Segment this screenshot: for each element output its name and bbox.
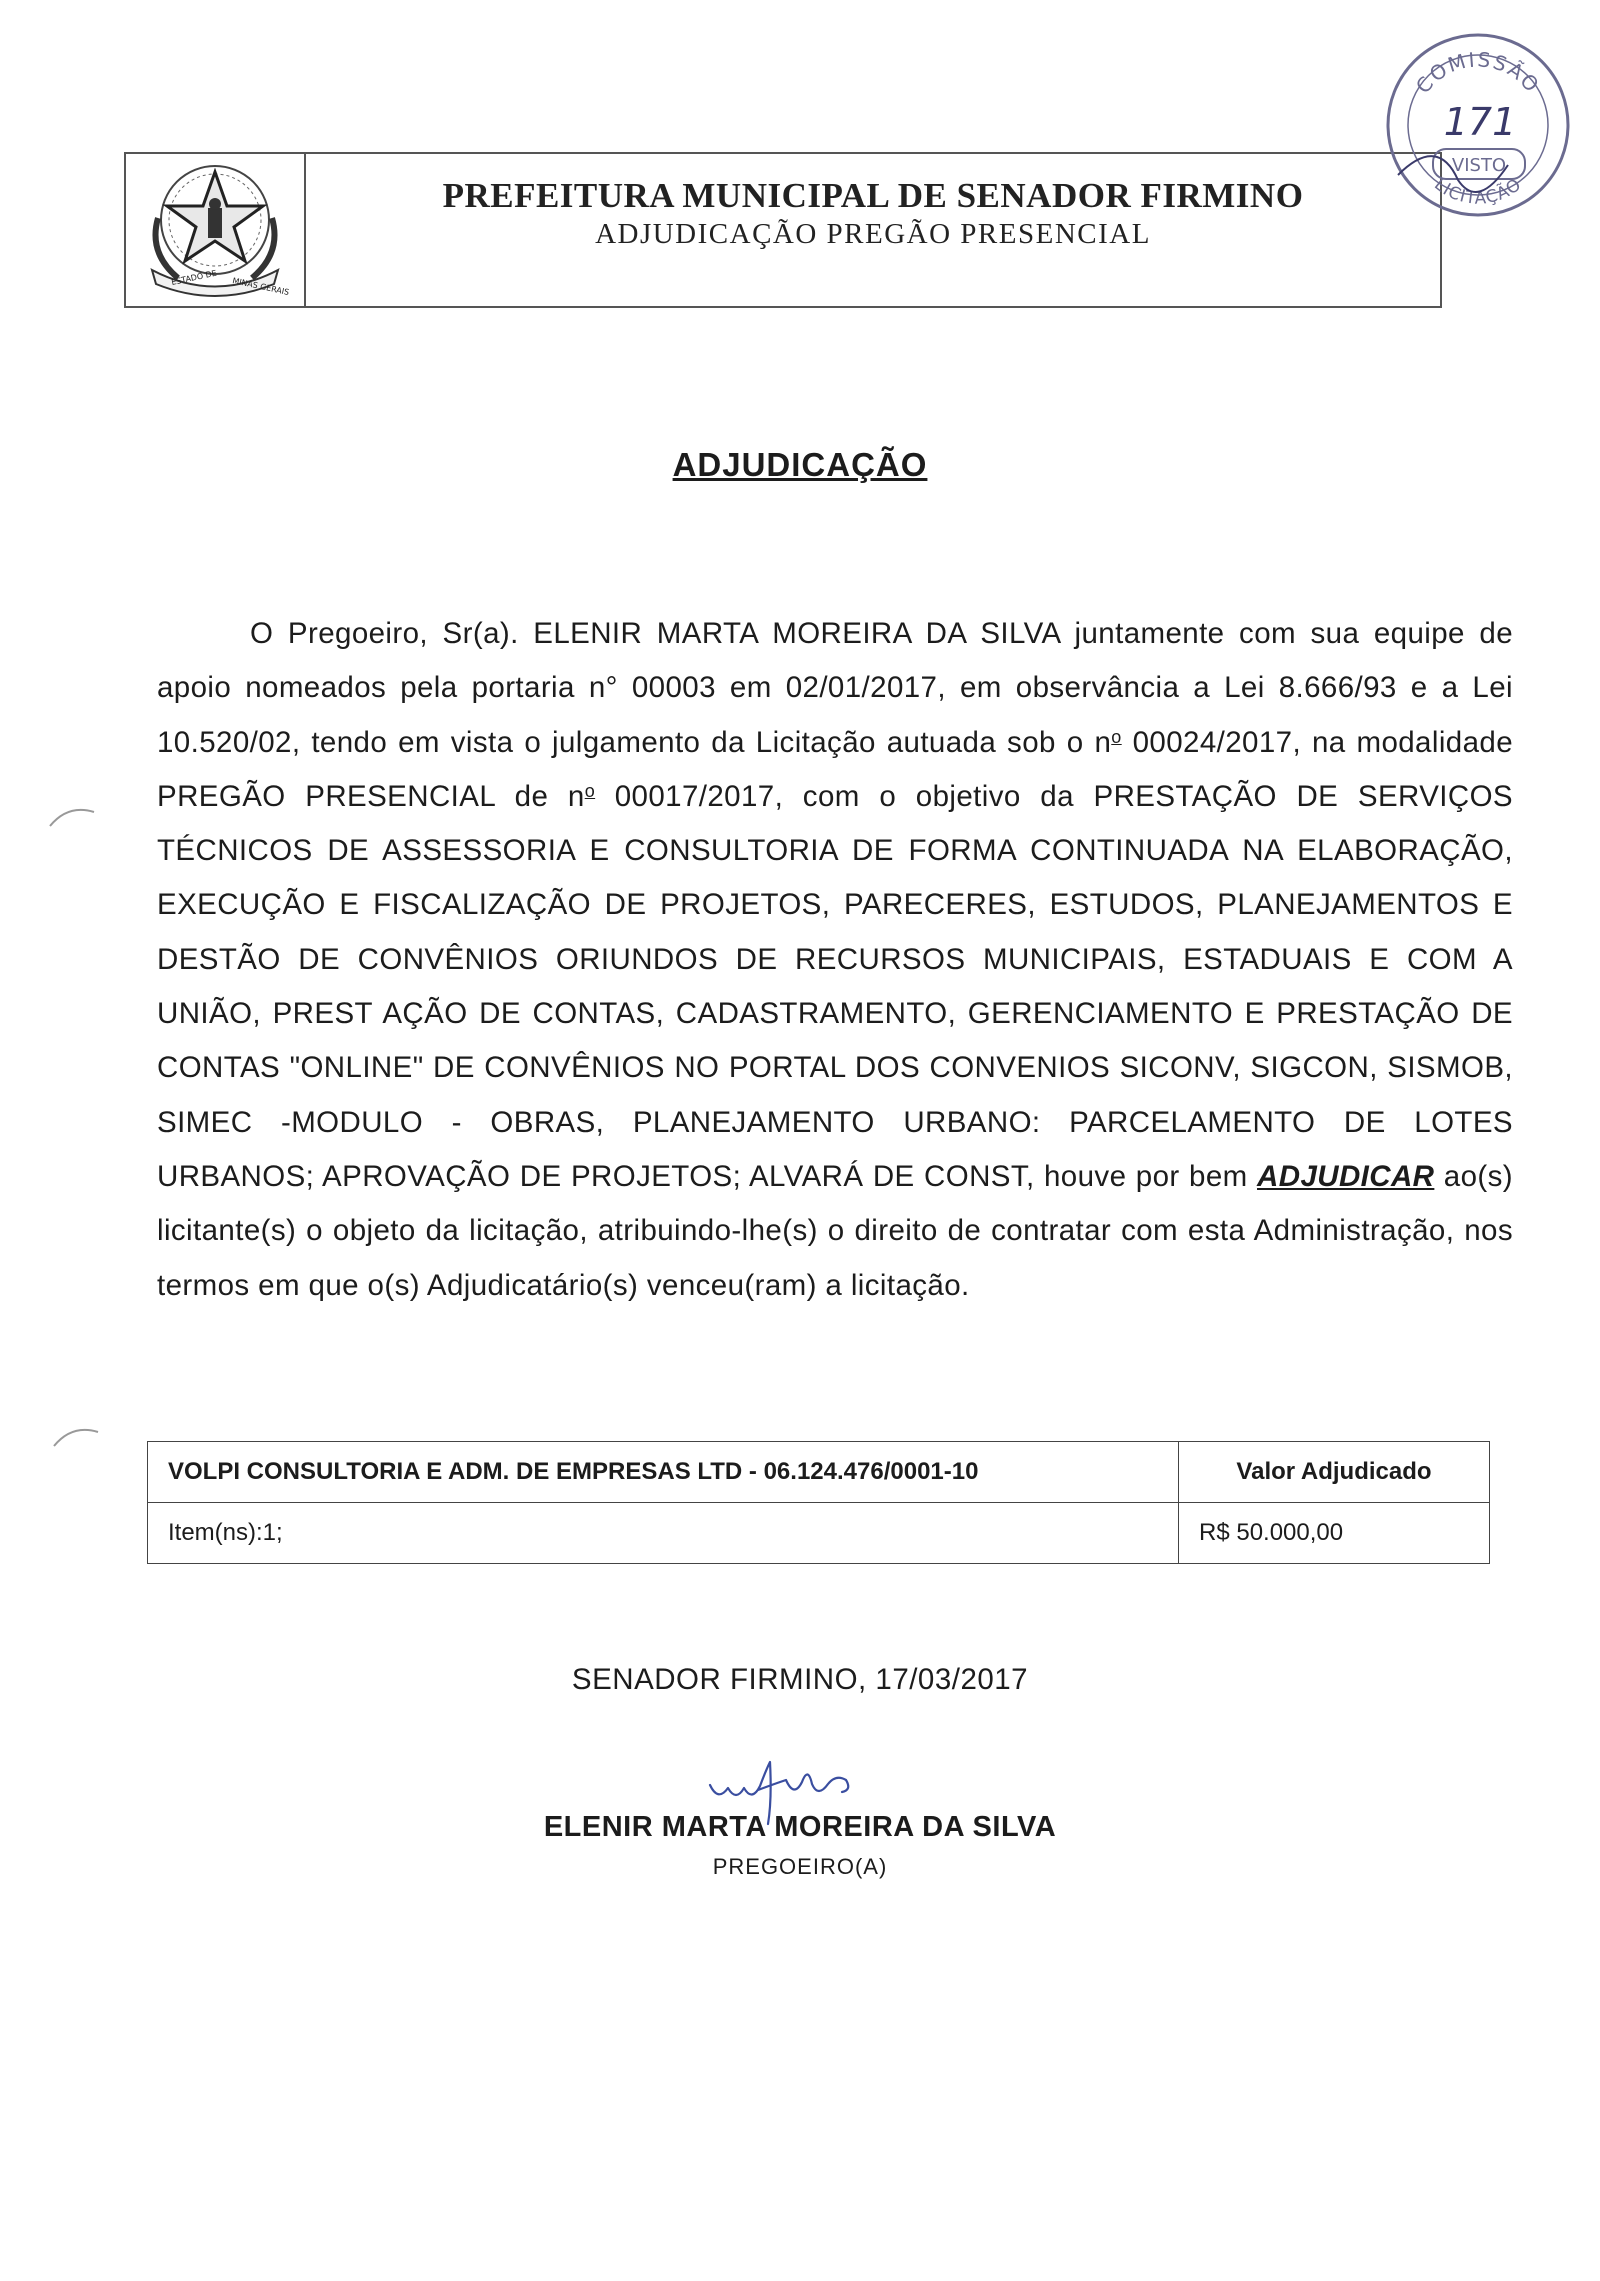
header-subtitle: ADJUDICAÇÃO PREGÃO PRESENCIAL xyxy=(595,218,1151,250)
stamp-bottom-text: LICITAÇÃO xyxy=(1430,174,1526,209)
ordinal-indicator: o xyxy=(1111,726,1122,747)
adjudicar-emphasis: ADJUDICAR xyxy=(1257,1159,1435,1193)
state-crest-icon xyxy=(138,158,293,303)
stamp-top-text: COMISSÃO xyxy=(1410,47,1546,99)
document-body xyxy=(157,607,1513,1313)
signer-name: ELENIR MARTA MOREIRA DA SILVA xyxy=(543,1811,1057,1843)
place-date: SENADOR FIRMINO, 17/03/2017 xyxy=(571,1663,1029,1696)
letterhead xyxy=(124,152,1442,308)
value-header-cell: Valor Adjudicado xyxy=(1179,1442,1490,1503)
header-text xyxy=(306,176,1440,251)
ordinal-indicator: o xyxy=(584,780,596,801)
body-text-part: 00024/2017, na modalidade PREGÃO PRESENCIAL de n xyxy=(157,725,1514,813)
stamp-middle-text: VISTO xyxy=(1451,155,1507,176)
value-cell: R$ 50.000,00 xyxy=(1179,1503,1490,1564)
document-title: ADJUDICAÇÃO xyxy=(672,446,928,483)
body-text-part: ao(s) licitante(s) o objeto da licitação, atribuindo-lhe(s) o direito de contratar com esta Administração, nos termos em que o(s) Adjudicatário(s) venceu(ram) a licitação. xyxy=(157,1159,1513,1302)
items-cell: Item(ns):1; xyxy=(148,1503,1179,1564)
punch-hole-mark-icon xyxy=(48,800,98,830)
adjudication-table xyxy=(147,1441,1490,1564)
header-title: PREFEITURA MUNICIPAL DE SENADOR FIRMINO xyxy=(442,176,1304,215)
body-text-part: O Pregoeiro, Sr(a). ELENIR MARTA MOREIRA DA SILVA juntamente com sua equipe de apoio nomeados pela portaria n° 00003 em 02/01/2017, em observância a Lei 8.666/93 e a Lei 10.520/02, tendo em vista o julgamento da Licitação autuada sob o n xyxy=(157,617,1513,759)
punch-hole-mark-icon xyxy=(52,1420,102,1450)
commission-stamp-icon xyxy=(1378,25,1578,225)
crest-ribbon-left: ESTADO DE xyxy=(170,268,218,287)
crest-cell xyxy=(126,154,306,306)
company-cell: VOLPI CONSULTORIA E ADM. DE EMPRESAS LTD - 06.124.476/0001-10 xyxy=(148,1442,1179,1503)
crest-ribbon-right: MINAS GERAIS xyxy=(231,276,290,297)
table-header-row xyxy=(148,1442,1490,1503)
signer-role: PREGOEIRO(A) xyxy=(712,1854,888,1879)
body-paragraph xyxy=(157,607,1513,1313)
body-text-part: 00017/2017, com o objetivo da PRESTAÇÃO DE SERVIÇOS TÉCNICOS DE ASSESSORIA E CONSULTORIA DE FORMA CONTINUADA NA ELABORAÇÃO, EXECUÇÃO E FISCALIZAÇÃO DE PROJETOS, PARECERES, ESTUDOS, PLANEJAMENTOS E DESTÃO DE CONVÊNIOS ORIUNDOS DE RECURSOS MUNICIPAIS, ESTADUAIS E COM A UNIÃO, PREST AÇÃO DE CONTAS, CADASTRAMENTO, GERENCIAMENTO E PRESTAÇÃO DE CONTAS "ONLINE" DE CONVÊNIOS NO PORTAL DOS CONVENIOS SICONV, SIGCON, SISMOB, SIMEC -MODULO - OBRAS, PLANEJAMENTO URBANO: PARCELAMENTO DE LOTES URBANOS; APROVAÇÃO DE PROJETOS; ALVARÁ DE CONST, houve por bem xyxy=(157,779,1514,1193)
stamp-number: 171 xyxy=(1443,100,1517,144)
table-row xyxy=(148,1503,1490,1564)
